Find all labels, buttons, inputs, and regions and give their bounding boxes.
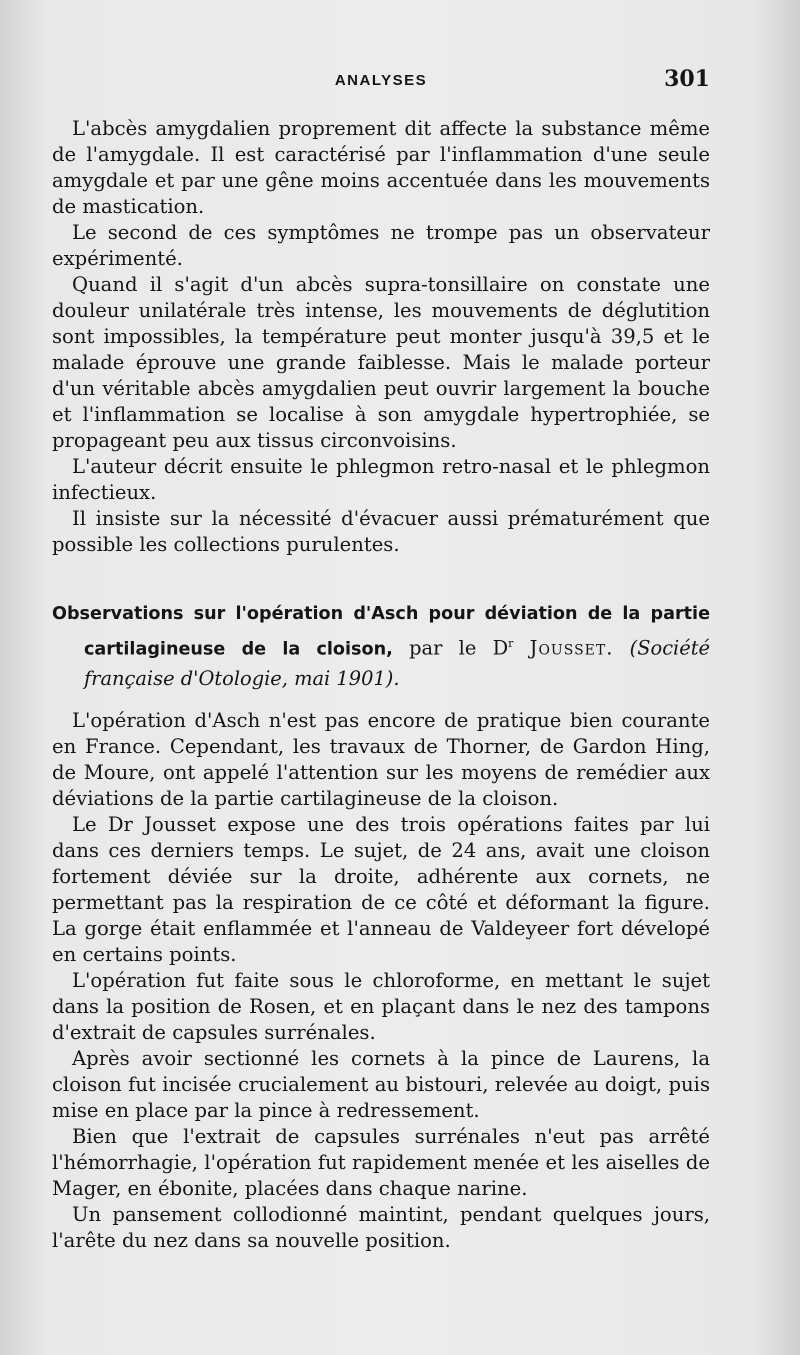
page-body — [52, 116, 710, 1254]
page-number: 301 — [664, 66, 710, 92]
paragraph: L'auteur décrit ensuite le phlegmon retro-nasal et le phlegmon infectieux. — [52, 455, 710, 504]
article-source: (Société française d'Otologie, mai 1901). — [84, 636, 710, 691]
paragraph: Il insiste sur la nécessité d'évacuer aussi prématurément que possible les collections purulentes. — [52, 507, 710, 556]
paragraph: Le Dr Jousset expose une des trois opérations faites par lui dans ces derniers temps. Le sujet, de 24 ans, avait une cloison fortement déviée sur la droite, adhérente aux cornets, ne permettant pas la respiration de ce côté et déformant la figure. La gorge était enflammée et l'anneau de Valdeyeer fort dévelopé en certains points. — [52, 813, 710, 967]
author-title-superscript: r — [508, 637, 514, 650]
paragraph: Bien que l'extrait de capsules surrénales n'eut pas arrêté l'hémorrhagie, l'opération fut rapidement menée et les aiselles de Mager, en ébonite, placées dans chaque narine. — [52, 1125, 710, 1201]
article-author: Jousset. — [529, 636, 614, 660]
paragraph: Quand il s'agit d'un abcès supra-tonsillaire on constate une douleur unilatérale très intense, les mouvements de déglutition sont impossibles, la température peut monter jusqu'à 39,5 et le malade éprouve une grande faiblesse. Mais le malade porteur d'un véritable abcès amygdalien peut ouvrir largement la bouche et l'inflammation se localise à son amygdale hypertrophiée, se propageant peu aux tissus circonvoisins. — [52, 273, 710, 452]
paragraph: Après avoir sectionné les cornets à la pince de Laurens, la cloison fut incisée crucialement au bistouri, relevée au doigt, puis mise en place par la pince à redressement. — [52, 1047, 710, 1123]
article-author-prefix: par le D — [409, 636, 509, 660]
paragraph: L'opération fut faite sous le chloroforme, en mettant le sujet dans la position de Rosen, et en plaçant dans le nez des tampons d'extrait de capsules surrénales. — [52, 969, 710, 1045]
paragraph: L'opération d'Asch n'est pas encore de pratique bien courante en France. Cependant, les travaux de Thorner, de Gardon Hing, de Moure, ont appelé l'attention sur les moyens de remédier aux déviations de la partie cartilagineuse de la cloison. — [52, 709, 710, 811]
running-title: ANALYSES — [334, 72, 428, 89]
paragraph: Un pansement collodionné maintint, pendant quelques jours, l'arête du nez dans sa nouvelle position. — [52, 1203, 710, 1253]
page-header — [52, 66, 710, 94]
article-title: Observations sur l'opération d'Asch pour déviation de la partie cartilagineuse de la cloison, — [52, 604, 710, 660]
paragraph: Le second de ces symptômes ne trompe pas un observateur expérimenté. — [52, 221, 710, 270]
article-heading — [52, 598, 710, 694]
paragraph: L'abcès amygdalien proprement dit affecte la substance même de l'amygdale. Il est caractérisé par l'inflammation d'une seule amygdale et par une gêne moins accentuée dans les mouvements de mastication. — [52, 117, 710, 218]
